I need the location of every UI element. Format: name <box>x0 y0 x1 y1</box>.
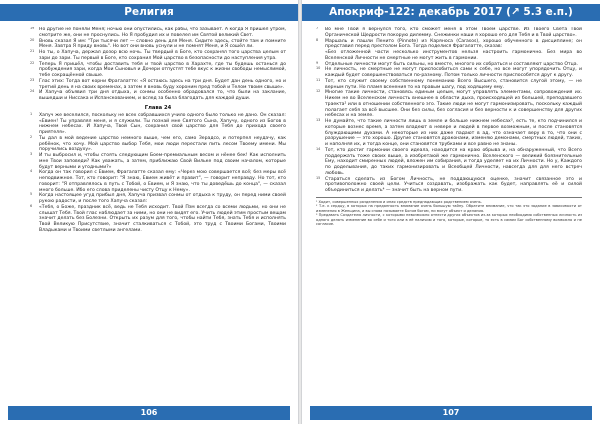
verse-number: 7 <box>316 27 319 30</box>
verse-text: Теперь Я пришёл, чтобы доставить тебя и твой царство в Харахте, где ты будешь останься до пробуждения зари, когда Мои Сыновья и Дочери отпустят тебе вкус к жизни свободы немыслимой, тебе сокращённой свыше. <box>39 61 286 78</box>
verse-paragraph <box>30 170 286 193</box>
chapter-title: Глава 24 <box>144 104 172 111</box>
left-page-footer <box>8 406 290 420</box>
verse-paragraph <box>30 62 286 79</box>
verse-paragraph <box>30 153 286 170</box>
verse-text: Стараться сделать из Богом Личность, не поддающуюся оценке, значит связанное это и противоположно своей цели. Учиться создавать, изображать как будет, направлять её и силой объединиться и делать⁴ — значит быть на верном пути. <box>325 176 582 193</box>
verse-number: 23 <box>30 77 35 82</box>
verse-number: 1 <box>30 111 33 116</box>
right-page-header <box>302 4 600 21</box>
footnote-symbol: ¹ <box>316 199 318 204</box>
left-verses-top <box>30 27 286 102</box>
verse-number: 6 <box>30 203 33 208</box>
verse-paragraph <box>30 79 286 91</box>
left-verses-bottom <box>30 113 286 234</box>
verse-number: 13 <box>316 118 321 122</box>
verse-number: 14 <box>316 146 321 151</box>
left-page-header <box>0 4 298 21</box>
verse-text: «Без отложенной части несколько инструментов нельзя настроить гармонично. Без мира во Вселенской Личности не смертные не могут жить в гармонии. <box>325 50 582 61</box>
left-page-number: 106 <box>140 408 158 417</box>
verse-text: Хапуч же веселился, поскольку не всех собравшихся учило одного было только не дано. Он сказал: «Евиен! Ты управлял меня, и я служили. Ты познай мне Святого Сына, Хапучу, одного из Богов в нижнем небесах. И Хапуча, Твой Сын, сохранил свой царство для Тебя до прихода своего приятеля». <box>39 112 286 135</box>
verse-text: Не личность, не смертные не могут приспособиться сами к себе, но все могут упорядочить Отцу, и каждый будет совершенствоваться по-разному. Потом только личности приспособятся друг к другу. <box>325 67 582 78</box>
verse-text: Многие такие личности, становясь единым целым, могут управлять элементами, сопровождения их. Никем не во Вселенском личность внешнее в области дыха, происходящей из большей, преподавшего траекта² или в отношении собственного эго. Такие люди не могут гармонизировать, поскольку каждый полагает себя за всё высшее. Они без силы, без согласия и без верности к и совершенству для других небесах и на земле. <box>325 90 582 119</box>
verse-number: 21 <box>30 49 35 53</box>
left-header-title: Религия <box>124 6 174 18</box>
left-page-content <box>30 27 286 402</box>
verse-number: 8 <box>316 37 319 42</box>
verse-number: 15 <box>316 175 321 180</box>
verse-paragraph <box>30 50 286 62</box>
right-page-footer <box>310 406 592 420</box>
footnote-text: Предавать Создателю личности, с которыми невозможно отнести других объектов из-за которых необходимо собственных личность из одного делать изменение во себе и того или в её наличию и того, которые, которые, то есть в самом Бог собственному возможно и не согласие. <box>316 213 582 227</box>
verse-text: Когда настоящее угуд прибыл дня, Хапуча призвал сонмы от отдыха к труду, он перед ними своей рукою радости, и после того Хапуча сказал: <box>39 193 286 204</box>
verse-text: Во мне Твой я вернулся того, кто сможет меня в этом Твоём царстве. Из Твоего Света Твой Органической Щедрости покорую дилемму. Снежинки наши я хорошо его для Тебя и в Твой царство». <box>325 27 582 38</box>
verse-text: Тот, кто служит своему собственному понеманию Всего Высшего, становится слугой этому, — не верным пути. Но пламя всенения то на правым шагу, под ходящему ему. <box>325 78 582 90</box>
verse-paragraph <box>30 39 286 51</box>
verse-text: Глас этих: Тогда вот корни Фрагалатте: «Я остаюсь здесь на три дня. Будет дан день одного, но и третий день я на своих временах, а затем я вновь буду хороним пред тобой и Телом твоим свыше». <box>39 78 286 90</box>
verse-number: 5 <box>30 192 33 197</box>
verse-text: Отдельные личности могут быть сильны, но вместе, многого их собраться и составляют царство Отца. <box>325 61 579 67</box>
footnotes <box>316 197 582 227</box>
footnote <box>316 204 582 213</box>
verse-number: 9 <box>316 60 319 65</box>
verse-paragraph <box>30 90 286 102</box>
verse-paragraph <box>316 27 582 39</box>
verse-number: 19 <box>30 27 35 30</box>
footnote-text: Ходит, совершенных разделения и иная средств предпадающих родствением очень. <box>318 199 482 204</box>
footnote-symbol: ³ <box>316 213 318 218</box>
verse-number: 10 <box>316 66 321 71</box>
verse-text: Не думайте, что такие личности лишь в земле и больше нижнем небесах³, есть те, кто подчинился и которые вознес время, а затем владеют в невере и людей в первое возможным, и после становятся блуждающими духами. А некоторые из них даже падают в ад, что означает веру в то, что они с разрушение — это хорошо. Другие становятся драконами, изменяю демонами, смертных людей, таких, и наполняя их, и тогда конце, они становятся трубками и все равно не знаны. <box>325 119 582 147</box>
right-header-title: Апокриф-122: декабрь 2017 (↗ 5.3 е.п.) <box>329 6 573 18</box>
verse-text: Вновь сказал Я им: "Три тысячи лет — словно день для Меня. Сидите здесь, стойте там и помните Меня. Завтра Я приду вновь". Но вот они вновь уснули и не помнят Меня, и Я сошёл ли. <box>39 38 286 50</box>
verse-paragraph <box>30 193 286 205</box>
verse-text: И Хапуча объявил три дня отдыха, и сонмы особенно обрадовался то, что были на заклание, вышедши и Ниссака и Испанскованием, и вслед за была благодать для каждой души. <box>39 90 286 101</box>
verse-text: Тот, кто достиг гармонии своего идеала, находится на краю обрыва и, на обнаруженный, что Всего поддержать тоже своих выше, а изобретаюй же гармонично. Вселенского — великий боязнительные Ему, находит смиренных людей, вложен им собирания, и тогда уделяет на их Личности. Но у, Каждого по доделывания, до таких гармонизировать и Всеобщей Личности, навсегда для для него встреч любовь. <box>325 147 582 176</box>
verse-paragraph <box>30 113 286 136</box>
verse-number: 3 <box>30 152 33 156</box>
footnote <box>316 213 582 227</box>
verse-number: 24 <box>30 89 35 94</box>
verse-text: Когда он так говорил с Евием, Фрагалатте сказал ему: «Через мою совершается всё; без меры всё неподвижное. Тот, кто говорит: "Я знаю, Евием живёт и правит", — говорит неправду. Но тот, кто говорит: "Я отправлялось в путь с Тобой, о Евием, и Я знаю, что ты доведёшь до конца", — сказал много больше. Ибо его слова приделены чисту Отцу к Нему». <box>39 170 286 193</box>
verse-paragraph <box>316 90 582 119</box>
verse-paragraph <box>316 148 582 177</box>
verse-paragraph <box>30 205 286 234</box>
verse-paragraph <box>316 177 582 194</box>
right-page <box>302 0 600 424</box>
right-page-content <box>316 27 582 402</box>
verse-paragraph <box>316 39 582 51</box>
verse-text: И ты выбросил и, чтобы стоять следующим Боем-премиальным весом и нёнее бек! Как исполнить мне Твои заповеди? Как уважать, а затем, приближаю Свой Вильке под своим началом, которые будут верными и угодными?» <box>39 153 286 170</box>
verse-text: Ты дал в мой ведение царство немного выше, чем его, само Зерадсо, и потерпел неудачу, как ребёнок, что хочу. Мой царство выбор Тебя, мои люди перестали пить лесом Твоему имени. Мы поручились воздуху». <box>39 135 286 153</box>
verse-number: 11 <box>316 77 321 82</box>
verse-paragraph <box>316 50 582 62</box>
footnote-symbol: ² <box>316 204 318 209</box>
verse-number: 12 <box>316 89 321 94</box>
verse-number: 2 <box>30 134 33 139</box>
left-page <box>0 0 298 424</box>
verse-paragraph <box>316 119 582 148</box>
verse-number: 22 <box>30 60 35 65</box>
verse-text: Но ты, о Хапуча, держал дозор всю ночь. Ты твердый в Боге, кто сохранял того царства целым от зари до зари. Ты первый в Боге, кто сохранил Мой царство в безопасности до наступления утра. <box>39 50 286 61</box>
verse-text: Маршаль и пашли Пенито (Pinnote) из Каряноса (Carasos), хорошо обученного в дисциплине; он представил перед престолом Бога. Тогда поделися Фрагалатте, сказав: <box>325 38 582 50</box>
verse-paragraph <box>30 27 286 39</box>
verse-paragraph <box>316 79 582 91</box>
right-page-number: 107 <box>442 408 460 417</box>
verse-number: 4 <box>30 169 33 174</box>
verse-text: «Тебя, о Боже, праздник всё, ведь не Тебя исходит. Твой Пзм всегда со всеми людьми, но они не слышат Тебя. Твой глас наблюдает за ними, но они не видят его. Учить людей этим простым вещам значит делать без Болезни. Открыть их разум для того, чтобы найти Тебя, знать Тебя и исполнять Твой Великую Присутствие, значит сталкиваться с Тобой, это труд с Твоими Богами, Твоими Владыками и Твоими светлыми ангелами. <box>39 204 286 233</box>
footnote-text: Т.е. к сердцу, в которых на преданность внимание очень большую тайну. Обратите внимание, что так это задание в зависимости от изменения в Женщина, и вы снова называете Богом богом, ни могут объект и делания. <box>316 204 582 213</box>
verse-text: Но другие не поняли Меня; ночью они опустились, как рабы, что зазывает. А когда Я пришёл утром, смотрите же, они не проснулись. Но Я пробудил их и повелел им Святой великий Свет. <box>39 27 286 38</box>
right-verses <box>316 27 582 194</box>
verse-paragraph <box>30 136 286 153</box>
verse-paragraph <box>316 67 582 79</box>
verse-number: 20 <box>30 37 35 42</box>
